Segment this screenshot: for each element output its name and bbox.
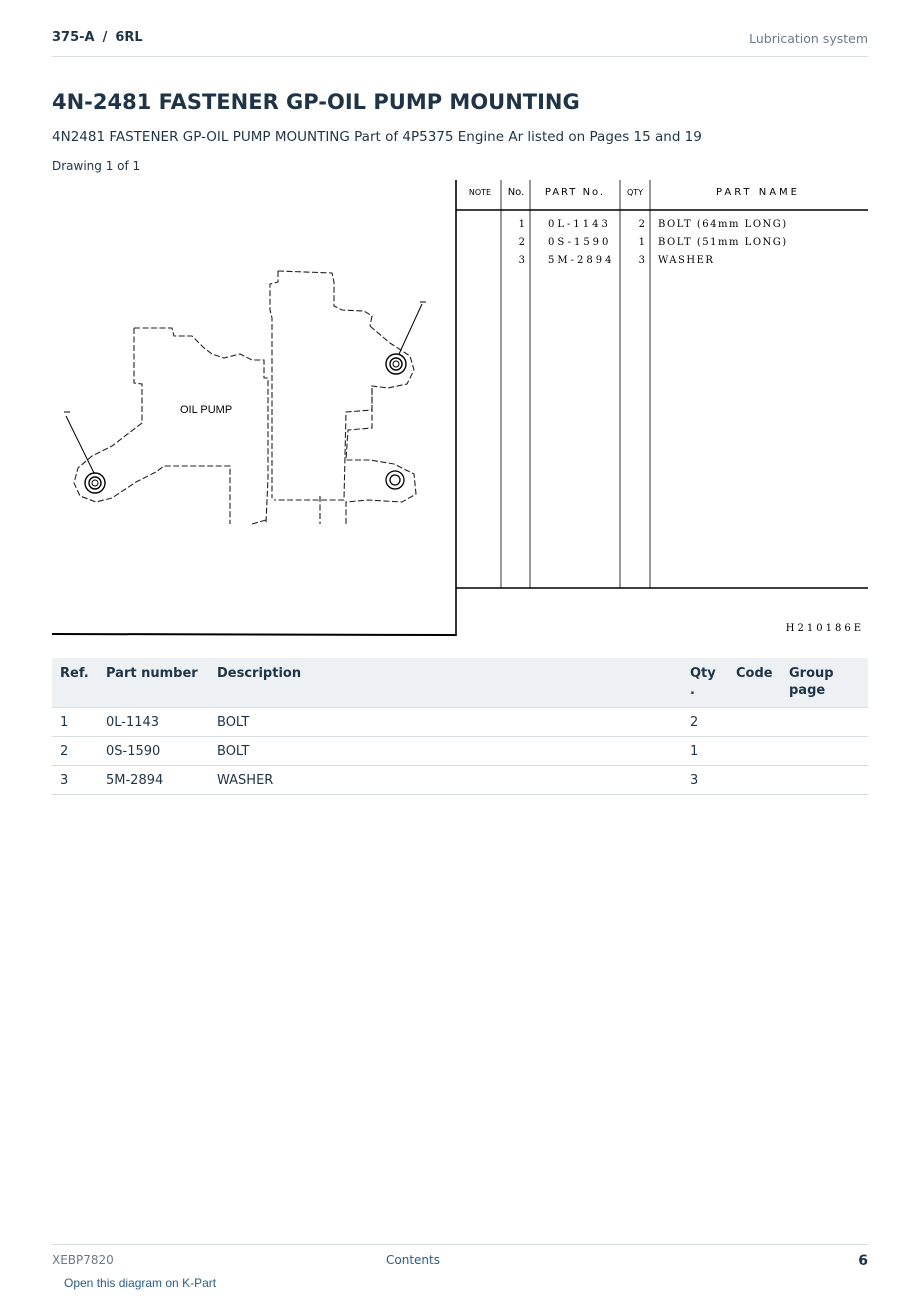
- bolt-washer-left: [85, 473, 105, 493]
- table-row: [52, 708, 868, 737]
- col-header-code: Code: [728, 658, 781, 708]
- cell-group-page: [781, 737, 868, 766]
- drawing-count: Drawing 1 of 1: [52, 159, 141, 173]
- col-header-ref: Ref.: [52, 658, 98, 708]
- legend-row-part-name: BOLT (51mm LONG): [658, 237, 788, 248]
- legend-row-qty: 2: [638, 219, 645, 230]
- legend-row-qty: 1: [638, 237, 645, 248]
- model-serial: [52, 30, 143, 45]
- legend-row: [519, 219, 788, 230]
- cell-description: WASHER: [209, 766, 682, 795]
- page-header: [52, 28, 868, 57]
- legend-row-no: 1: [518, 219, 525, 230]
- cell-qty: 3: [682, 766, 728, 795]
- legend-row-part-no: 5M-2894: [548, 255, 615, 266]
- table-row: [52, 766, 868, 795]
- page-footer: [52, 1244, 868, 1275]
- model-separator: /: [102, 30, 108, 45]
- open-kpart-link[interactable]: Open this diagram on K-Part: [64, 1276, 217, 1290]
- legend-row-no: 3: [518, 255, 525, 266]
- cell-group-page: [781, 766, 868, 795]
- col-header-group-page: [781, 658, 868, 708]
- cell-part-number: 0L-1143: [98, 708, 209, 737]
- bolt-washer-top-right: [386, 354, 406, 374]
- page-number: 6: [858, 1253, 868, 1269]
- serial-prefix: 6RL: [115, 30, 143, 45]
- cell-group-page: [781, 708, 868, 737]
- legend-row-part-name: WASHER: [658, 255, 715, 266]
- col-header-qty: [682, 658, 728, 708]
- col-header-description: Description: [209, 658, 682, 708]
- cell-code: [728, 737, 781, 766]
- page-title: 4N-2481 FASTENER GP-OIL PUMP MOUNTING: [52, 90, 580, 114]
- oil-pump-label: OIL PUMP: [180, 404, 233, 416]
- frame-bottom-line: [52, 634, 456, 635]
- parts-table: [52, 658, 868, 795]
- cell-qty: 1: [682, 737, 728, 766]
- leader-line-right: [399, 304, 422, 354]
- col-header-qty-line1: Qty: [690, 666, 716, 681]
- drawing-code: H210186E: [785, 623, 864, 634]
- cell-part-number: 0S-1590: [98, 737, 209, 766]
- legend-row-part-no: 0L-1143: [548, 219, 611, 230]
- legend-row: [519, 237, 788, 248]
- bolt-washer-bottom-right: [386, 471, 404, 489]
- page-subtitle: 4N2481 FASTENER GP-OIL PUMP MOUNTING Part of 4P5375 Engine Ar listed on Pages 15 and 19: [52, 129, 702, 145]
- cell-description: BOLT: [209, 737, 682, 766]
- col-header-qty-line2: .: [690, 683, 695, 698]
- leader-line-left: [66, 416, 94, 473]
- legend-row-part-no: 0S-1590: [548, 237, 612, 248]
- cell-ref: 3: [52, 766, 98, 795]
- cell-ref: 1: [52, 708, 98, 737]
- legend-header-note: NOTE: [468, 188, 492, 197]
- cell-ref: 2: [52, 737, 98, 766]
- cell-qty: 2: [682, 708, 728, 737]
- legend-header-qty: QTY: [626, 188, 644, 197]
- cell-part-number: 5M-2894: [98, 766, 209, 795]
- legend-header-part-no: PART No.: [544, 187, 606, 198]
- table-row: [52, 737, 868, 766]
- oil-pump-outline: [74, 271, 416, 524]
- legend-row-part-name: BOLT (64mm LONG): [658, 219, 788, 230]
- col-header-group-line2: page: [789, 683, 826, 698]
- document-id: XEBP7820: [52, 1253, 114, 1267]
- drawing-svg: [52, 178, 868, 640]
- contents-link[interactable]: Contents: [386, 1253, 440, 1267]
- col-header-group-line1: Group: [789, 666, 834, 681]
- legend-header-part-name: PART NAME: [715, 187, 801, 198]
- legend-header-no: No.: [507, 187, 525, 198]
- cell-description: BOLT: [209, 708, 682, 737]
- section-name: Lubrication system: [749, 31, 868, 46]
- model-number: 375-A: [52, 30, 95, 45]
- parts-drawing: [52, 178, 868, 640]
- legend-row-qty: 3: [638, 255, 645, 266]
- legend-row-no: 2: [518, 237, 525, 248]
- col-header-part-number: Part number: [98, 658, 209, 708]
- table-header-row: [52, 658, 868, 708]
- cell-code: [728, 708, 781, 737]
- cell-code: [728, 766, 781, 795]
- legend-row: [519, 255, 715, 266]
